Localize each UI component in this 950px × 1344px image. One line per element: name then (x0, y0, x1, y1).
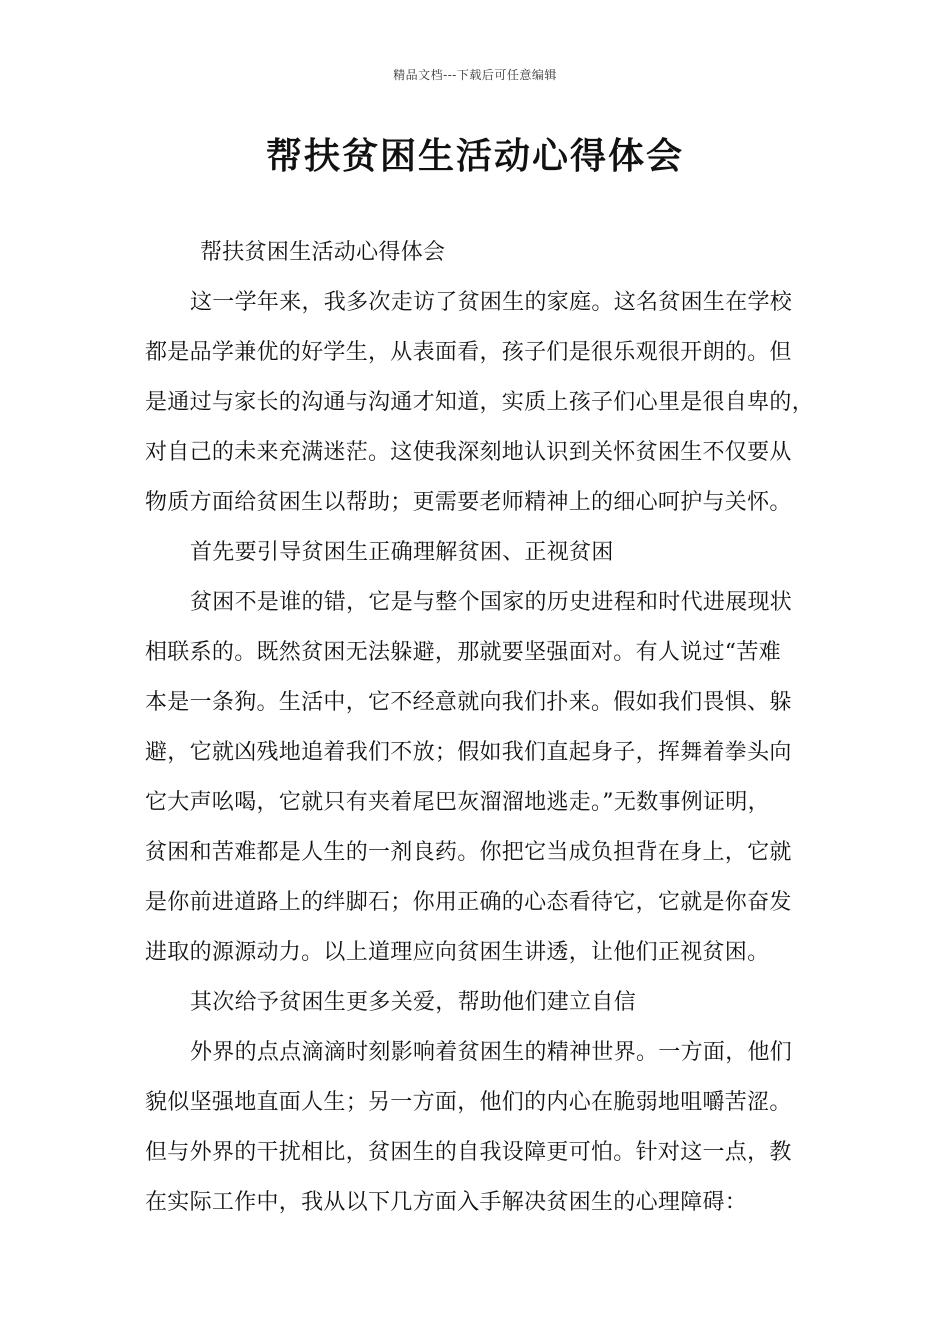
paragraph-line: 贫困不是谁的错，它是与整个国家的历史进程和时代进展现状 (190, 590, 793, 615)
paragraph-line: 是你前进道路上的绊脚石；你用正确的心态看待它，它就是你奋发 (145, 890, 792, 915)
subtitle-line: 帮扶贫困生活动心得体会 (200, 240, 446, 265)
paragraph-line: 都是品学兼优的好学生，从表面看，孩子们是很乐观很开朗的。但 (145, 340, 792, 365)
paragraph-line: 避，它就凶残地追着我们不放；假如我们直起身子，挥舞着拳头向 (145, 740, 792, 765)
paragraph-line: 在实际工作中，我从以下几方面入手解决贫困生的心理障碍： (145, 1190, 748, 1215)
paragraph-line: 这一学年来，我多次走访了贫困生的家庭。这名贫困生在学校 (190, 290, 793, 315)
paragraph-line: 它大声吆喝，它就只有夹着尾巴灰溜溜地逃走。”无数事例证明， (145, 790, 770, 815)
paragraph-line: 对自己的未来充满迷茫。这使我深刻地认识到关怀贫困生不仅要从 (145, 440, 792, 465)
paragraph-line: 贫困和苦难都是人生的一剂良药。你把它当成负担背在身上，它就 (145, 840, 792, 865)
paragraph-line: 进取的源源动力。以上道理应向贫困生讲透，让他们正视贫困。 (145, 940, 770, 965)
paragraph-line: 但与外界的干扰相比，贫困生的自我设障更可怕。针对这一点，教 (145, 1140, 792, 1165)
header-note: 精品文档---下载后可任意编辑 (393, 68, 557, 82)
paragraph-line: 物质方面给贫困生以帮助；更需要老师精神上的细心呵护与关怀。 (145, 490, 792, 515)
paragraph-line: 相联系的。既然贫困无法躲避，那就要坚强面对。有人说过“苦难 (145, 640, 781, 665)
paragraph-line: 外界的点点滴滴时刻影响着贫困生的精神世界。一方面，他们 (190, 1040, 793, 1065)
paragraph-line: 貌似坚强地直面人生；另一方面，他们的内心在脆弱地咀嚼苦涩。 (145, 1090, 792, 1115)
document-title: 帮扶贫困生活动心得体会 (265, 135, 684, 177)
paragraph-line: 本是一条狗。生活中，它不经意就向我们扑来。假如我们畏惧、躲 (145, 690, 792, 715)
paragraph-line: 是通过与家长的沟通与沟通才知道，实质上孩子们心里是很自卑的， (145, 390, 815, 415)
section-heading-line: 首先要引导贫困生正确理解贫困、正视贫困 (190, 540, 614, 565)
document-body (145, 228, 825, 1228)
section-heading-line: 其次给予贫困生更多关爱，帮助他们建立自信 (190, 990, 637, 1015)
